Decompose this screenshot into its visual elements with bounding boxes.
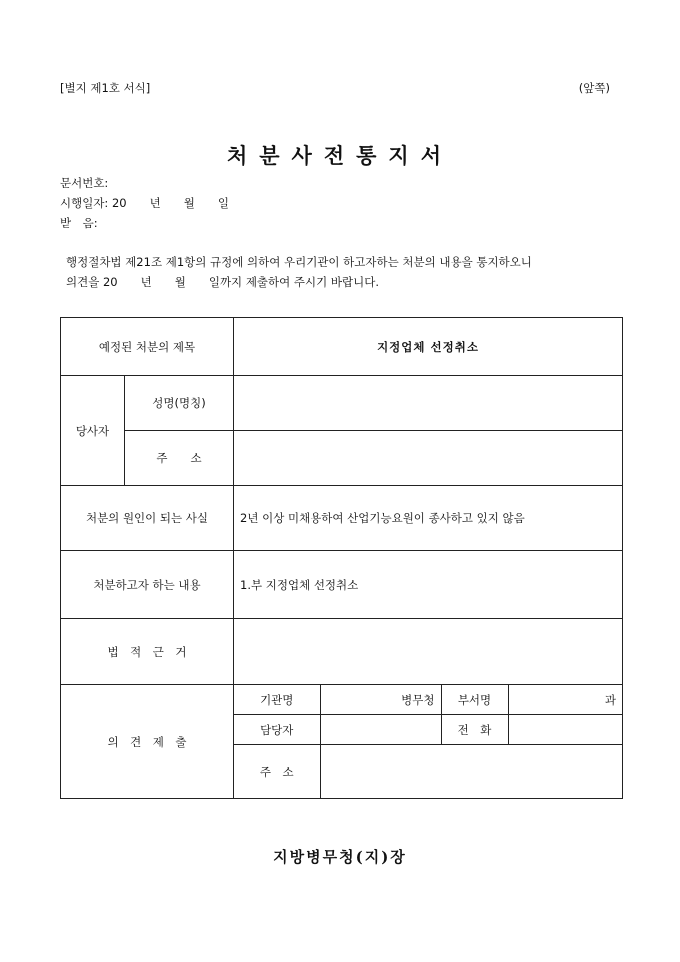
intro-paragraph-line1: 행정절차법 제21조 제1항의 규정에 의하여 우리기관이 하고자하는 처분의 내용을 통지하오니 xyxy=(66,255,532,269)
cause-value: 2년 이상 미채용하여 산업기능요원이 종사하고 있지 않음 xyxy=(234,486,623,551)
party-name-label: 성명(명칭) xyxy=(125,376,234,431)
content-label: 처분하고자 하는 내용 xyxy=(61,551,234,619)
content-value: 1.부 지정업체 선정취소 xyxy=(234,551,623,619)
issuer-signature: 지방병무청(지)장 xyxy=(273,848,407,866)
opinion-section xyxy=(234,685,623,799)
doc-number-label: 문서번호: xyxy=(60,176,109,190)
side-label: (앞쪽) xyxy=(578,81,610,95)
agency-value: 병무청 xyxy=(320,685,441,715)
party-address-label: 주 소 xyxy=(125,431,234,486)
manager-label: 담당자 xyxy=(234,715,320,745)
dept-label: 부서명 xyxy=(441,685,508,715)
cause-label: 처분의 원인이 되는 사실 xyxy=(61,486,234,551)
title-row-label: 예정된 처분의 제목 xyxy=(61,318,234,376)
opinion-label: 의 견 제 출 xyxy=(61,685,234,799)
date-label: 시행일자: 20 년 월 일 xyxy=(60,196,229,210)
intro-paragraph-line2: 의견을 20 년 월 일까지 제출하여 주시기 바랍니다. xyxy=(66,275,379,289)
opinion-inner-table xyxy=(234,685,622,798)
recipient-label: 받 음: xyxy=(60,216,98,230)
notice-table xyxy=(60,317,623,799)
party-label: 당사자 xyxy=(61,376,125,486)
agency-label: 기관명 xyxy=(234,685,320,715)
document-title: 처분사전통지서 xyxy=(226,143,453,168)
title-row-value: 지정업체 선정취소 xyxy=(234,318,623,376)
manager-value xyxy=(320,715,441,745)
party-name-value xyxy=(234,376,623,431)
phone-value xyxy=(508,715,622,745)
address-value xyxy=(320,745,622,799)
legal-basis-value xyxy=(234,619,623,685)
dept-value: 과 xyxy=(508,685,622,715)
address-label: 주 소 xyxy=(234,745,320,799)
party-address-value xyxy=(234,431,623,486)
phone-label: 전 화 xyxy=(441,715,508,745)
form-label: [별지 제1호 서식] xyxy=(60,81,151,95)
legal-basis-label: 법 적 근 거 xyxy=(61,619,234,685)
